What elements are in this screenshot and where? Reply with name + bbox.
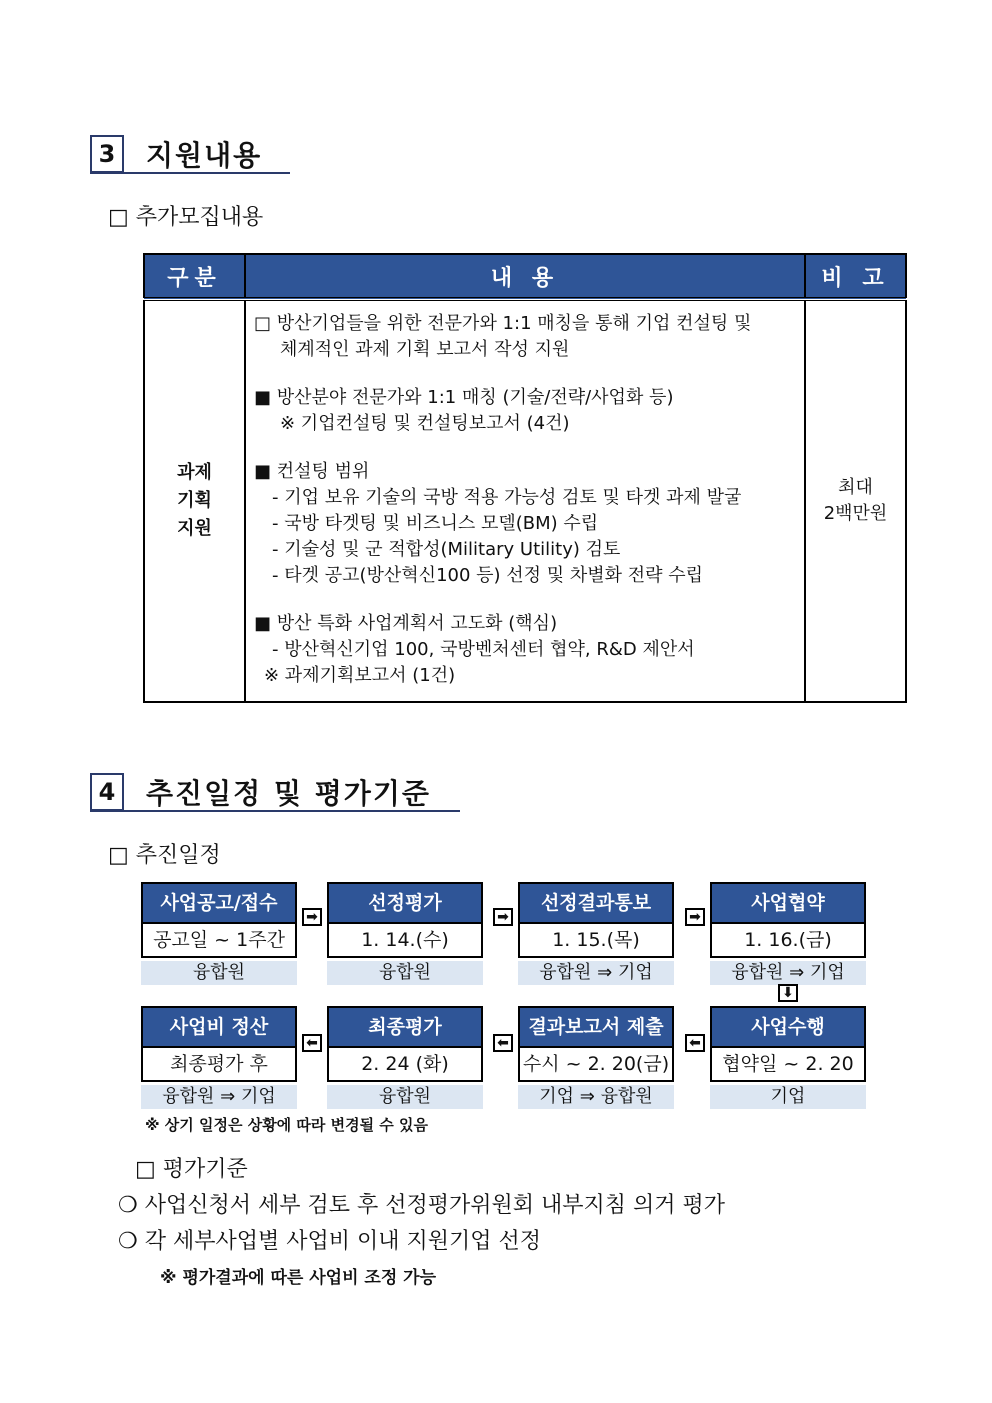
category-line: 지원 (177, 518, 212, 539)
schedule-step (141, 1006, 297, 1109)
schedule-step (327, 1006, 483, 1109)
content-line: ■ 방산 특화 사업계획서 고도화 (핵심) (254, 613, 558, 634)
section4-number: 4 (90, 773, 124, 811)
step-date: 수시 ~ 2. 20(금) (518, 1046, 674, 1082)
support-table (143, 253, 907, 703)
criteria-item: ❍ 각 세부사업별 사업비 이내 지원기업 선정 (118, 1229, 541, 1254)
category-cell (144, 299, 245, 702)
note-cell (805, 299, 906, 702)
criteria-note: ※ 평가결과에 따른 사업비 조정 가능 (160, 1268, 437, 1288)
step-date: 공고일 ~ 1주간 (141, 922, 297, 958)
schedule-step (141, 882, 297, 985)
step-title: 사업수행 (710, 1006, 866, 1046)
criteria-subtitle: □ 평가기준 (135, 1157, 248, 1182)
step-title: 사업공고/접수 (141, 882, 297, 922)
step-owner: 융합원 ⇒ 기업 (710, 961, 866, 985)
content-line: - 국방 타겟팅 및 비즈니스 모델(BM) 수립 (272, 513, 599, 534)
category-line: 과제 (177, 462, 212, 483)
step-title: 선정결과통보 (518, 882, 674, 922)
section4-heading (90, 772, 431, 812)
arrow-right-icon: ➡ (493, 908, 513, 926)
content-block (254, 311, 798, 363)
content-line: ■ 컨설팅 범위 (254, 461, 370, 482)
content-block (254, 385, 798, 437)
table-row (144, 299, 906, 702)
header-content: 내 용 (245, 254, 805, 299)
table-header-row (144, 254, 906, 299)
step-title: 사업협약 (710, 882, 866, 922)
schedule-note: ※ 상기 일정은 상황에 따라 변경될 수 있음 (145, 1116, 428, 1134)
content-line: ※ 과제기획보고서 (1건) (264, 665, 456, 686)
step-title: 사업비 정산 (141, 1006, 297, 1046)
note-line: 2백만원 (823, 503, 888, 524)
arrow-left-icon: ⬅ (685, 1034, 705, 1052)
category-line: 기획 (177, 490, 212, 511)
section4-underline (90, 810, 460, 812)
step-owner: 융합원 (327, 1085, 483, 1109)
step-title: 최종평가 (327, 1006, 483, 1046)
schedule-step (710, 882, 866, 985)
note-line: 최대 (838, 477, 873, 498)
step-owner: 융합원 (141, 961, 297, 985)
section4-subtitle: □ 추진일정 (108, 843, 221, 868)
content-line: - 기술성 및 군 적합성(Military Utility) 검토 (272, 539, 621, 560)
step-date: 2. 24 (화) (327, 1046, 483, 1082)
criteria-item: ❍ 사업신청서 세부 검토 후 선정평가위원회 내부지침 의거 평가 (118, 1193, 725, 1218)
content-line: - 기업 보유 기술의 국방 적용 가능성 검토 및 타겟 과제 발굴 (272, 487, 742, 508)
step-date: 1. 15.(목) (518, 922, 674, 958)
content-line: □ 방산기업들을 위한 전문가와 1:1 매칭을 통해 기업 컨설팅 및 (254, 313, 752, 334)
arrow-right-icon: ➡ (685, 908, 705, 926)
step-title: 결과보고서 제출 (518, 1006, 674, 1046)
section3-number: 3 (90, 135, 124, 173)
section3-heading (90, 134, 262, 174)
section3-title: 지원내용 (146, 139, 263, 172)
arrow-down-icon: ⬇ (778, 984, 798, 1002)
content-cell (245, 299, 805, 702)
step-date: 1. 16.(금) (710, 922, 866, 958)
step-owner: 융합원 ⇒ 기업 (141, 1085, 297, 1109)
content-line: ■ 방산분야 전문가와 1:1 매칭 (기술/전략/사업화 등) (254, 387, 674, 408)
section3-underline (90, 172, 290, 174)
step-owner: 기업 (710, 1085, 866, 1109)
arrow-left-icon: ⬅ (302, 1034, 322, 1052)
step-date: 협약일 ~ 2. 20 (710, 1046, 866, 1082)
step-owner: 융합원 ⇒ 기업 (518, 961, 674, 985)
section3-subtitle: □ 추가모집내용 (108, 205, 264, 230)
schedule-step (327, 882, 483, 985)
schedule-step (518, 1006, 674, 1109)
schedule-step (518, 882, 674, 985)
arrow-left-icon: ⬅ (493, 1034, 513, 1052)
content-line: - 타겟 공고(방산혁신100 등) 선정 및 차별화 전략 수립 (272, 565, 704, 586)
header-note: 비 고 (805, 254, 906, 299)
schedule-step (710, 1006, 866, 1109)
content-block (254, 611, 798, 689)
section4-title: 추진일정 및 평가기준 (146, 777, 431, 810)
step-owner: 기업 ⇒ 융합원 (518, 1085, 674, 1109)
step-date: 1. 14.(수) (327, 922, 483, 958)
step-title: 선정평가 (327, 882, 483, 922)
content-line: 체계적인 과제 기획 보고서 작성 지원 (280, 339, 570, 360)
arrow-right-icon: ➡ (302, 908, 322, 926)
content-line: ※ 기업컨설팅 및 컨설팅보고서 (4건) (280, 413, 570, 434)
step-owner: 융합원 (327, 961, 483, 985)
content-line: - 방산혁신기업 100, 국방벤처센터 협약, R&D 제안서 (272, 639, 695, 660)
step-date: 최종평가 후 (141, 1046, 297, 1082)
header-category: 구분 (144, 254, 245, 299)
content-block (254, 459, 798, 589)
